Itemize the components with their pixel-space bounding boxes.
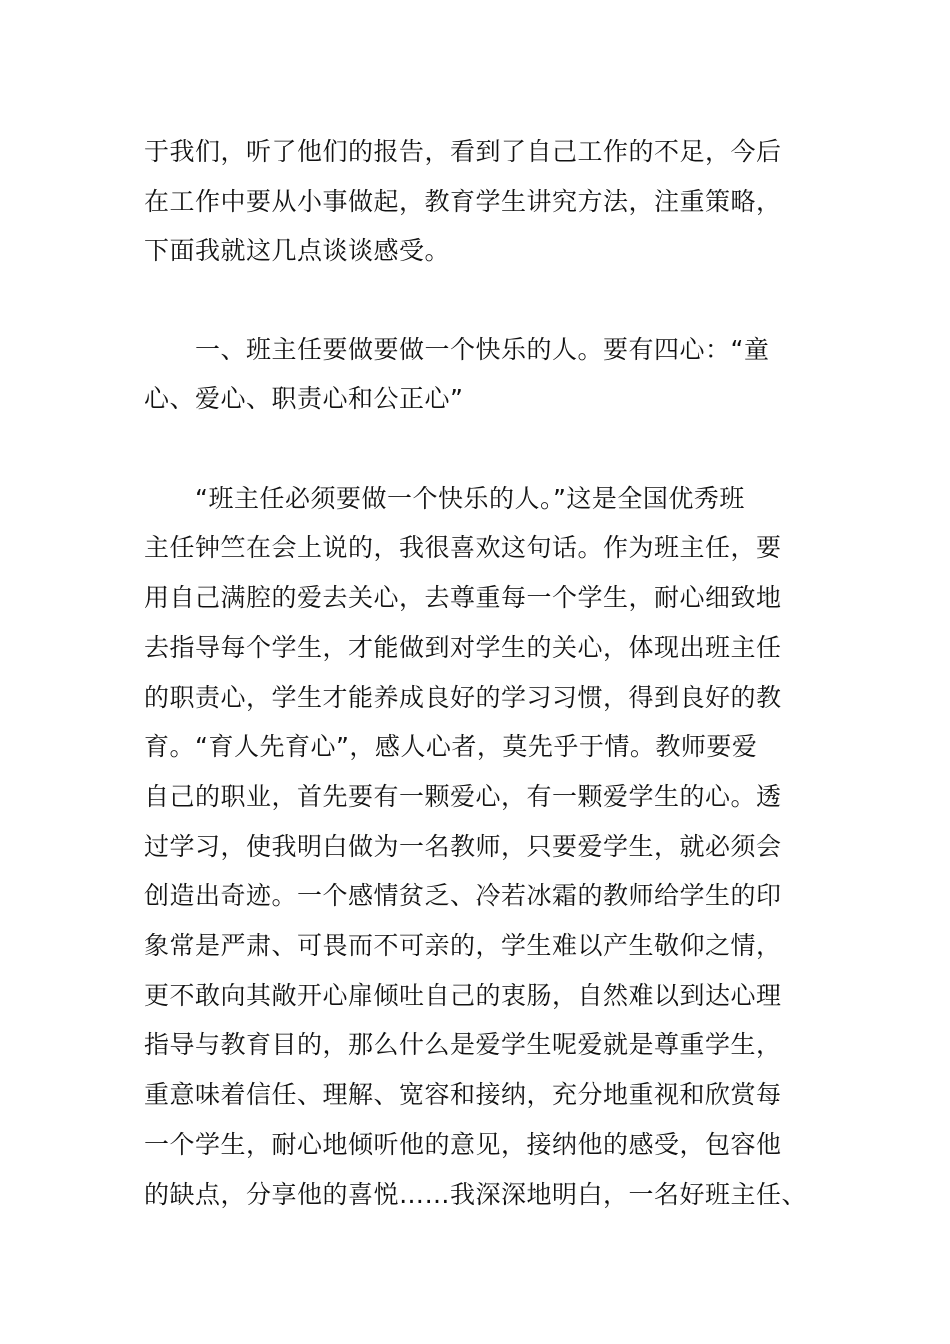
text-line: 象常是严肃、可畏而不可亲的，学生难以产生敬仰之情， xyxy=(144,931,782,960)
section-heading-line: 一、班主任要做要做一个快乐的人。要有四心：“童 xyxy=(195,335,770,364)
text-line: 自己的职业，首先要有一颗爱心，有一颗爱学生的心。透 xyxy=(144,782,782,811)
text-line: 一个学生，耐心地倾听他的意见，接纳他的感受，包容他 xyxy=(144,1130,782,1159)
text-line: 指导与教育目的，那么什么是爱学生呢爱就是尊重学生， xyxy=(144,1030,782,1059)
text-line: “班主任必须要做一个快乐的人。”这是全国优秀班 xyxy=(195,484,745,513)
text-line: 下面我就这几点谈谈感受。 xyxy=(144,236,451,265)
text-line: 重意味着信任、理解、宽容和接纳，充分地重视和欣赏每 xyxy=(144,1080,782,1109)
text-line: 于我们，听了他们的报告，看到了自己工作的不足，今后 xyxy=(144,137,782,166)
section-heading-line: 心、爱心、职责心和公正心” xyxy=(144,384,464,413)
text-line: 去指导每个学生，才能做到对学生的关心，体现出班主任 xyxy=(144,633,782,662)
text-line: 用自己满腔的爱去关心，去尊重每一个学生，耐心细致地 xyxy=(144,583,782,612)
text-line: 的职责心，学生才能养成良好的学习习惯，得到良好的教 xyxy=(144,683,782,712)
text-line: 在工作中要从小事做起，教育学生讲究方法，注重策略， xyxy=(144,187,782,216)
text-line: 创造出奇迹。一个感情贫乏、冷若冰霜的教师给学生的印 xyxy=(144,881,782,910)
text-line: 更不敢向其敞开心扉倾吐自己的衷肠，自然难以到达心理 xyxy=(144,981,782,1010)
text-line: 主任钟竺在会上说的，我很喜欢这句话。作为班主任，要 xyxy=(144,533,782,562)
text-line: 育。“育人先育心”，感人心者，莫先乎于情。教师要爱 xyxy=(144,732,758,761)
text-line: 的缺点，分享他的喜悦……我深深地明白，一名好班主任、 xyxy=(144,1180,808,1209)
text-line: 过学习，使我明白做为一名教师，只要爱学生，就必须会 xyxy=(144,832,782,861)
